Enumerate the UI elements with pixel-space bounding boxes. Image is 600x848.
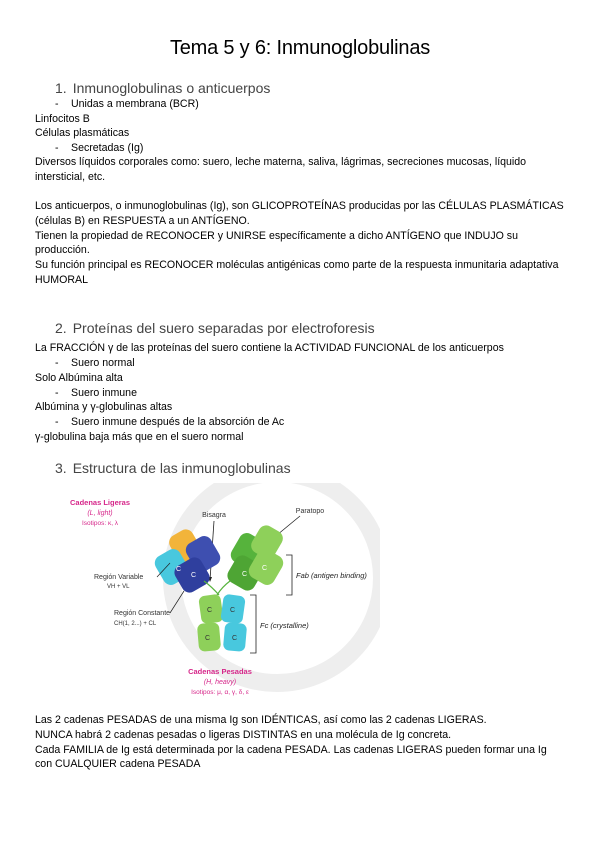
paratope-label: Paratopo <box>295 508 325 515</box>
constant-formula: CH(1, 2...) + CL <box>114 621 157 627</box>
paragraph <box>35 713 565 772</box>
left-fab-arm <box>152 527 223 596</box>
fc-stem <box>197 594 247 652</box>
domain-c-label: C <box>262 565 268 572</box>
domain-c-label: C <box>191 572 197 579</box>
domain-c-label: C <box>232 635 238 642</box>
light-chains-title: Cadenas Ligeras <box>69 498 131 507</box>
light-chains-sub: (L, light) <box>87 510 113 517</box>
domain-c-label: C <box>207 607 213 614</box>
paragraph-line: NUNCA habrá 2 cadenas pesadas o ligeras DISTINTAS en una molécula de Ig concreta. <box>35 728 452 741</box>
domain-c-label: C <box>205 635 211 642</box>
sub-item: Células plasmáticas <box>35 127 130 139</box>
heavy-chains-title: Cadenas Pesadas <box>188 667 252 676</box>
paratope-pointer <box>277 516 300 535</box>
sub-item: Albúmina y γ-globulinas altas <box>35 401 173 413</box>
paragraph <box>35 199 565 288</box>
hinge-label: Bisagra <box>202 512 226 519</box>
section-3-heading <box>55 460 291 476</box>
domain-c-label: C <box>230 607 236 614</box>
fab-bracket <box>286 555 292 595</box>
bullet-text: Suero inmune <box>71 387 137 399</box>
variable-region-label: Región Variable <box>94 574 144 581</box>
variable-formula: VH + VL <box>107 584 130 590</box>
sub-item: Solo Albúmina alta <box>35 372 123 384</box>
section-3-title: Estructura de las inmunoglobulinas <box>72 460 291 476</box>
right-fab-arm <box>225 523 287 594</box>
light-isotypes: Isotipos: κ, λ <box>81 520 119 527</box>
heavy-chains-sub: (H, heavy) <box>203 679 237 686</box>
antibody-structure-diagram <box>62 483 380 705</box>
domain-c-label: C <box>176 566 182 573</box>
list-item: - Suero inmune <box>55 387 137 399</box>
domain-c-label: C <box>242 571 248 578</box>
section-2-heading <box>55 320 375 336</box>
fc-label: Fc (crystalline) <box>260 621 309 630</box>
section-1-heading <box>55 80 270 96</box>
bullet-text: Unidas a membrana (BCR) <box>71 98 199 110</box>
section-1-title: Inmunoglobulinas o anticuerpos <box>72 80 271 96</box>
paragraph-line: Su función principal es RECONOCER moléculas antigénicas como parte de la respuesta inmunitaria adaptativa HUMORAL <box>35 259 559 286</box>
bullet-text: Suero inmune después de la absorción de Ac <box>71 416 285 428</box>
section-3-number: 3. <box>55 460 67 476</box>
fc-bracket <box>250 595 256 653</box>
sub-item: Linfocitos B <box>35 113 90 125</box>
constant-region-label: Región Constante <box>114 610 171 617</box>
list-item: - Unidas a membrana (BCR) <box>55 98 199 110</box>
section-1-number: 1. <box>55 80 67 96</box>
paragraph-line: Las 2 cadenas PESADAS de una misma Ig son IDÉNTICAS, así como las 2 cadenas LIGERAS. <box>35 714 487 726</box>
section-2-title: Proteínas del suero separadas por electroforesis <box>72 320 375 336</box>
hinge-region <box>204 581 230 595</box>
heavy-isotypes: Isotipos: μ, α, γ, δ, ε <box>191 689 249 696</box>
paragraph-line: Cada FAMILIA de Ig está determinada por la cadena PESADA. Las cadenas LIGERAS pueden formar una Ig con CUALQUIER cadena PESADA <box>35 743 547 771</box>
bullet-text: Secretadas (Ig) <box>71 142 144 154</box>
sub-item: γ-globulina baja más que en el suero normal <box>35 431 244 443</box>
paragraph-line: Tienen la propiedad de RECONOCER y UNIRSE específicamente a dicho ANTÍGENO que INDUJO su producción. <box>35 229 518 257</box>
fab-label: Fab (antigen binding) <box>296 571 367 580</box>
list-item: - Suero normal <box>55 357 135 369</box>
page-title: Tema 5 y 6: Inmunoglobulinas <box>169 37 431 59</box>
list-item: - Suero inmune después de la absorción de Ac <box>55 416 285 428</box>
paragraph: La FRACCIÓN γ de las proteínas del suero contiene la ACTIVIDAD FUNCIONAL de los anticuerpos <box>35 342 504 354</box>
section-2-number: 2. <box>55 320 67 336</box>
sub-item: Diversos líquidos corporales como: suero, leche materna, saliva, lágrimas, secreciones mucosas, líquido intersticial, etc. <box>35 156 527 183</box>
list-item: - Secretadas (Ig) <box>55 142 144 154</box>
bullet-text: Suero normal <box>71 357 135 369</box>
paragraph-line: Los anticuerpos, o inmunoglobulinas (Ig), son GLICOPROTEÍNAS producidas por las CÉLULAS PLASMÁTICAS (células B) en RESPUESTA a un ANTÍGENO. <box>35 200 564 227</box>
